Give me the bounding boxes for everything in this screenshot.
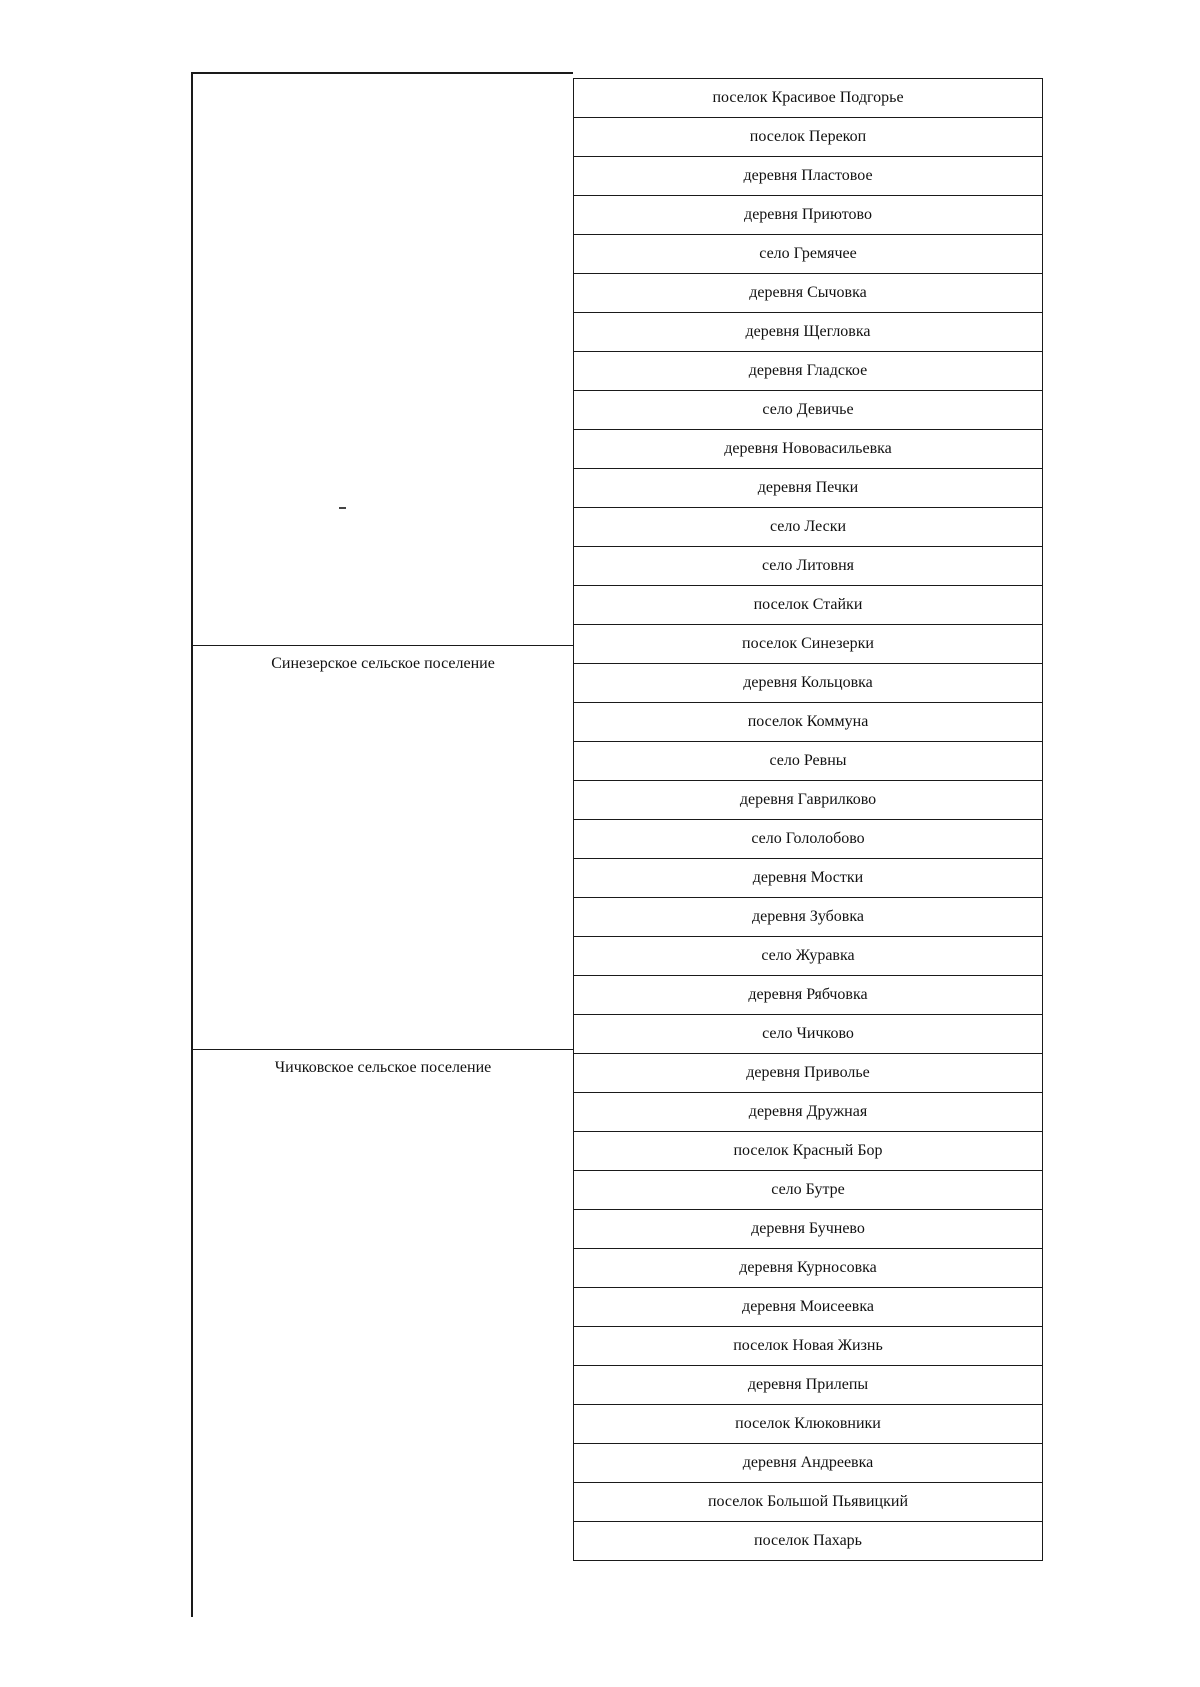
table-row: [574, 1249, 1043, 1288]
table-row: [574, 235, 1043, 274]
settlement-cell: деревня Дружная: [574, 1093, 1043, 1132]
table-row: [574, 1522, 1043, 1561]
table-row: [574, 664, 1043, 703]
table-row: [574, 1327, 1043, 1366]
table-row: [574, 430, 1043, 469]
table-row: [574, 118, 1043, 157]
settlement-cell: село Журавка: [574, 937, 1043, 976]
settlement-cell: поселок Красный Бор: [574, 1132, 1043, 1171]
table-row: [574, 157, 1043, 196]
table-row: [574, 1444, 1043, 1483]
table-row: [574, 1405, 1043, 1444]
settlement-cell: поселок Перекоп: [574, 118, 1043, 157]
settlement-cell: деревня Сычовка: [574, 274, 1043, 313]
stray-dash-mark: [339, 507, 346, 509]
settlement-cell: деревня Бучнево: [574, 1210, 1043, 1249]
table-row: [574, 781, 1043, 820]
table-row: [574, 1171, 1043, 1210]
settlement-cell: поселок Коммуна: [574, 703, 1043, 742]
settlement-cell: деревня Нововасильевка: [574, 430, 1043, 469]
table-row: [574, 391, 1043, 430]
table-row: [574, 703, 1043, 742]
table-row: [574, 898, 1043, 937]
table-row: [574, 508, 1043, 547]
settlement-cell: деревня Гаврилково: [574, 781, 1043, 820]
settlement-cell: село Лески: [574, 508, 1043, 547]
settlement-cell: село Девичье: [574, 391, 1043, 430]
table-row: [574, 79, 1043, 118]
settlement-cell: поселок Синезерки: [574, 625, 1043, 664]
settlement-cell: деревня Зубовка: [574, 898, 1043, 937]
table-row: [574, 1015, 1043, 1054]
settlement-cell: поселок Красивое Подгорье: [574, 79, 1043, 118]
settlement-cell: поселок Стайки: [574, 586, 1043, 625]
settlement-cell: деревня Гладское: [574, 352, 1043, 391]
table-row: [574, 352, 1043, 391]
table-row: [574, 1210, 1043, 1249]
table-row: [574, 196, 1043, 235]
settlement-cell: деревня Курносовка: [574, 1249, 1043, 1288]
settlement-cell: село Ревны: [574, 742, 1043, 781]
table-row: [574, 1366, 1043, 1405]
settlement-cell: деревня Мостки: [574, 859, 1043, 898]
settlement-cell: деревня Пластовое: [574, 157, 1043, 196]
settlement-cell: поселок Пахарь: [574, 1522, 1043, 1561]
settlement-cell: деревня Моисеевка: [574, 1288, 1043, 1327]
settlement-cell: деревня Печки: [574, 469, 1043, 508]
table-row: [574, 1132, 1043, 1171]
group-divider: [191, 645, 574, 646]
group-label-chichkovskoe: Чичковское сельское поселение: [274, 1059, 492, 1076]
settlement-cell: поселок Новая Жизнь: [574, 1327, 1043, 1366]
table-row: [574, 625, 1043, 664]
group-label-sinezerskoe: Синезерское сельское поселение: [271, 655, 495, 672]
settlement-cell: село Гололобово: [574, 820, 1043, 859]
table-row: [574, 1483, 1043, 1522]
settlement-cell: село Бутре: [574, 1171, 1043, 1210]
settlement-cell: деревня Приютово: [574, 196, 1043, 235]
group-divider: [191, 1049, 574, 1050]
table-row: [574, 1054, 1043, 1093]
table-row: [574, 742, 1043, 781]
table-row: [574, 1288, 1043, 1327]
settlement-cell: поселок Клюковники: [574, 1405, 1043, 1444]
table-row: [574, 313, 1043, 352]
table-row: [574, 937, 1043, 976]
left-column: [191, 72, 573, 1617]
table-row: [574, 820, 1043, 859]
settlement-cell: поселок Большой Пьявицкий: [574, 1483, 1043, 1522]
settlement-cell: деревня Приволье: [574, 1054, 1043, 1093]
settlement-cell: деревня Андреевка: [574, 1444, 1043, 1483]
table-row: [574, 547, 1043, 586]
table-row: [574, 976, 1043, 1015]
settlement-cell: село Гремячее: [574, 235, 1043, 274]
table-row: [574, 859, 1043, 898]
table-row: [574, 469, 1043, 508]
settlement-cell: деревня Щегловка: [574, 313, 1043, 352]
settlement-cell: деревня Рябчовка: [574, 976, 1043, 1015]
table-row: [574, 274, 1043, 313]
settlements-table: [573, 78, 1043, 1561]
settlement-cell: село Литовня: [574, 547, 1043, 586]
table-row: [574, 1093, 1043, 1132]
settlement-cell: деревня Прилепы: [574, 1366, 1043, 1405]
table-row: [574, 586, 1043, 625]
settlement-cell: деревня Кольцовка: [574, 664, 1043, 703]
settlement-cell: село Чичково: [574, 1015, 1043, 1054]
